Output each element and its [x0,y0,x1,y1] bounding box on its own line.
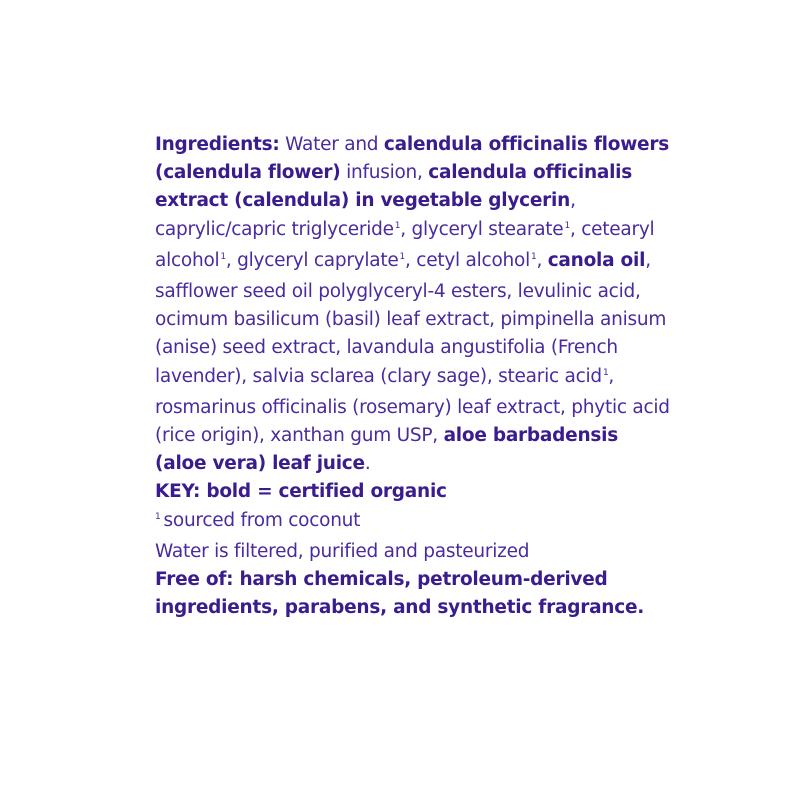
ingredients-text: , safflower seed oil polyglyceryl-4 esters, levulinic acid, ocimum basilicum (basil) leaf extract, pimpinella anisum (anise) seed extract, lavandula angustifolia (French lavender), salvia sclarea (clary sage), stearic acid [155,249,667,387]
footnote-mark: 1 [394,220,401,231]
ingredient-organic: canola oil [547,249,646,271]
ingredients-text: infusion, [340,162,429,184]
key-title: KEY: bold = certified organic [155,481,447,503]
ingredient-organic: calendula officinalis flowers (calendula flower) [155,134,669,184]
ingredients-text: , glyceryl stearate [400,218,564,240]
footnote-text: sourced from coconut [163,509,361,531]
footnote-mark: 1 [155,511,161,522]
footnote-mark: 1 [564,220,570,231]
water-note: Water is filtered, purified and pasteurized [155,540,530,562]
ingredients-text: , [536,249,548,271]
footnote-mark: 1 [602,367,609,378]
ingredients-panel [155,131,675,622]
ingredients-paragraph [155,131,675,478]
footnote-mark: 1 [530,251,537,262]
free-of-statement: Free of: harsh chemicals, petroleum-derived ingredients, parabens, and synthetic fragrance. [155,569,645,619]
ingredients-text: , cetearyl alcohol [155,218,655,271]
footnote-mark: 1 [220,251,226,262]
ingredients-text: . [364,453,371,475]
ingredients-text: , rosmarinus officinalis (rosemary) leaf extract, phytic acid (rice origin), xanthan gum USP, [155,365,670,447]
ingredients-text: , glyceryl caprylate [225,249,399,271]
ingredients-label: Ingredients: [155,134,280,155]
footnote-legend [155,507,675,538]
ingredient-organic: aloe barbadensis (aloe vera) leaf juice [155,425,618,475]
ingredients-text: , cetyl alcohol [405,249,530,271]
ingredient-organic: calendula officinalis extract (calendula) in vegetable glycerin [155,162,633,212]
ingredients-text: , caprylic/capric triglyceride [155,190,576,240]
key-legend [155,478,675,506]
ingredients-text: Water and [279,134,384,155]
footnote-mark: 1 [399,251,406,262]
